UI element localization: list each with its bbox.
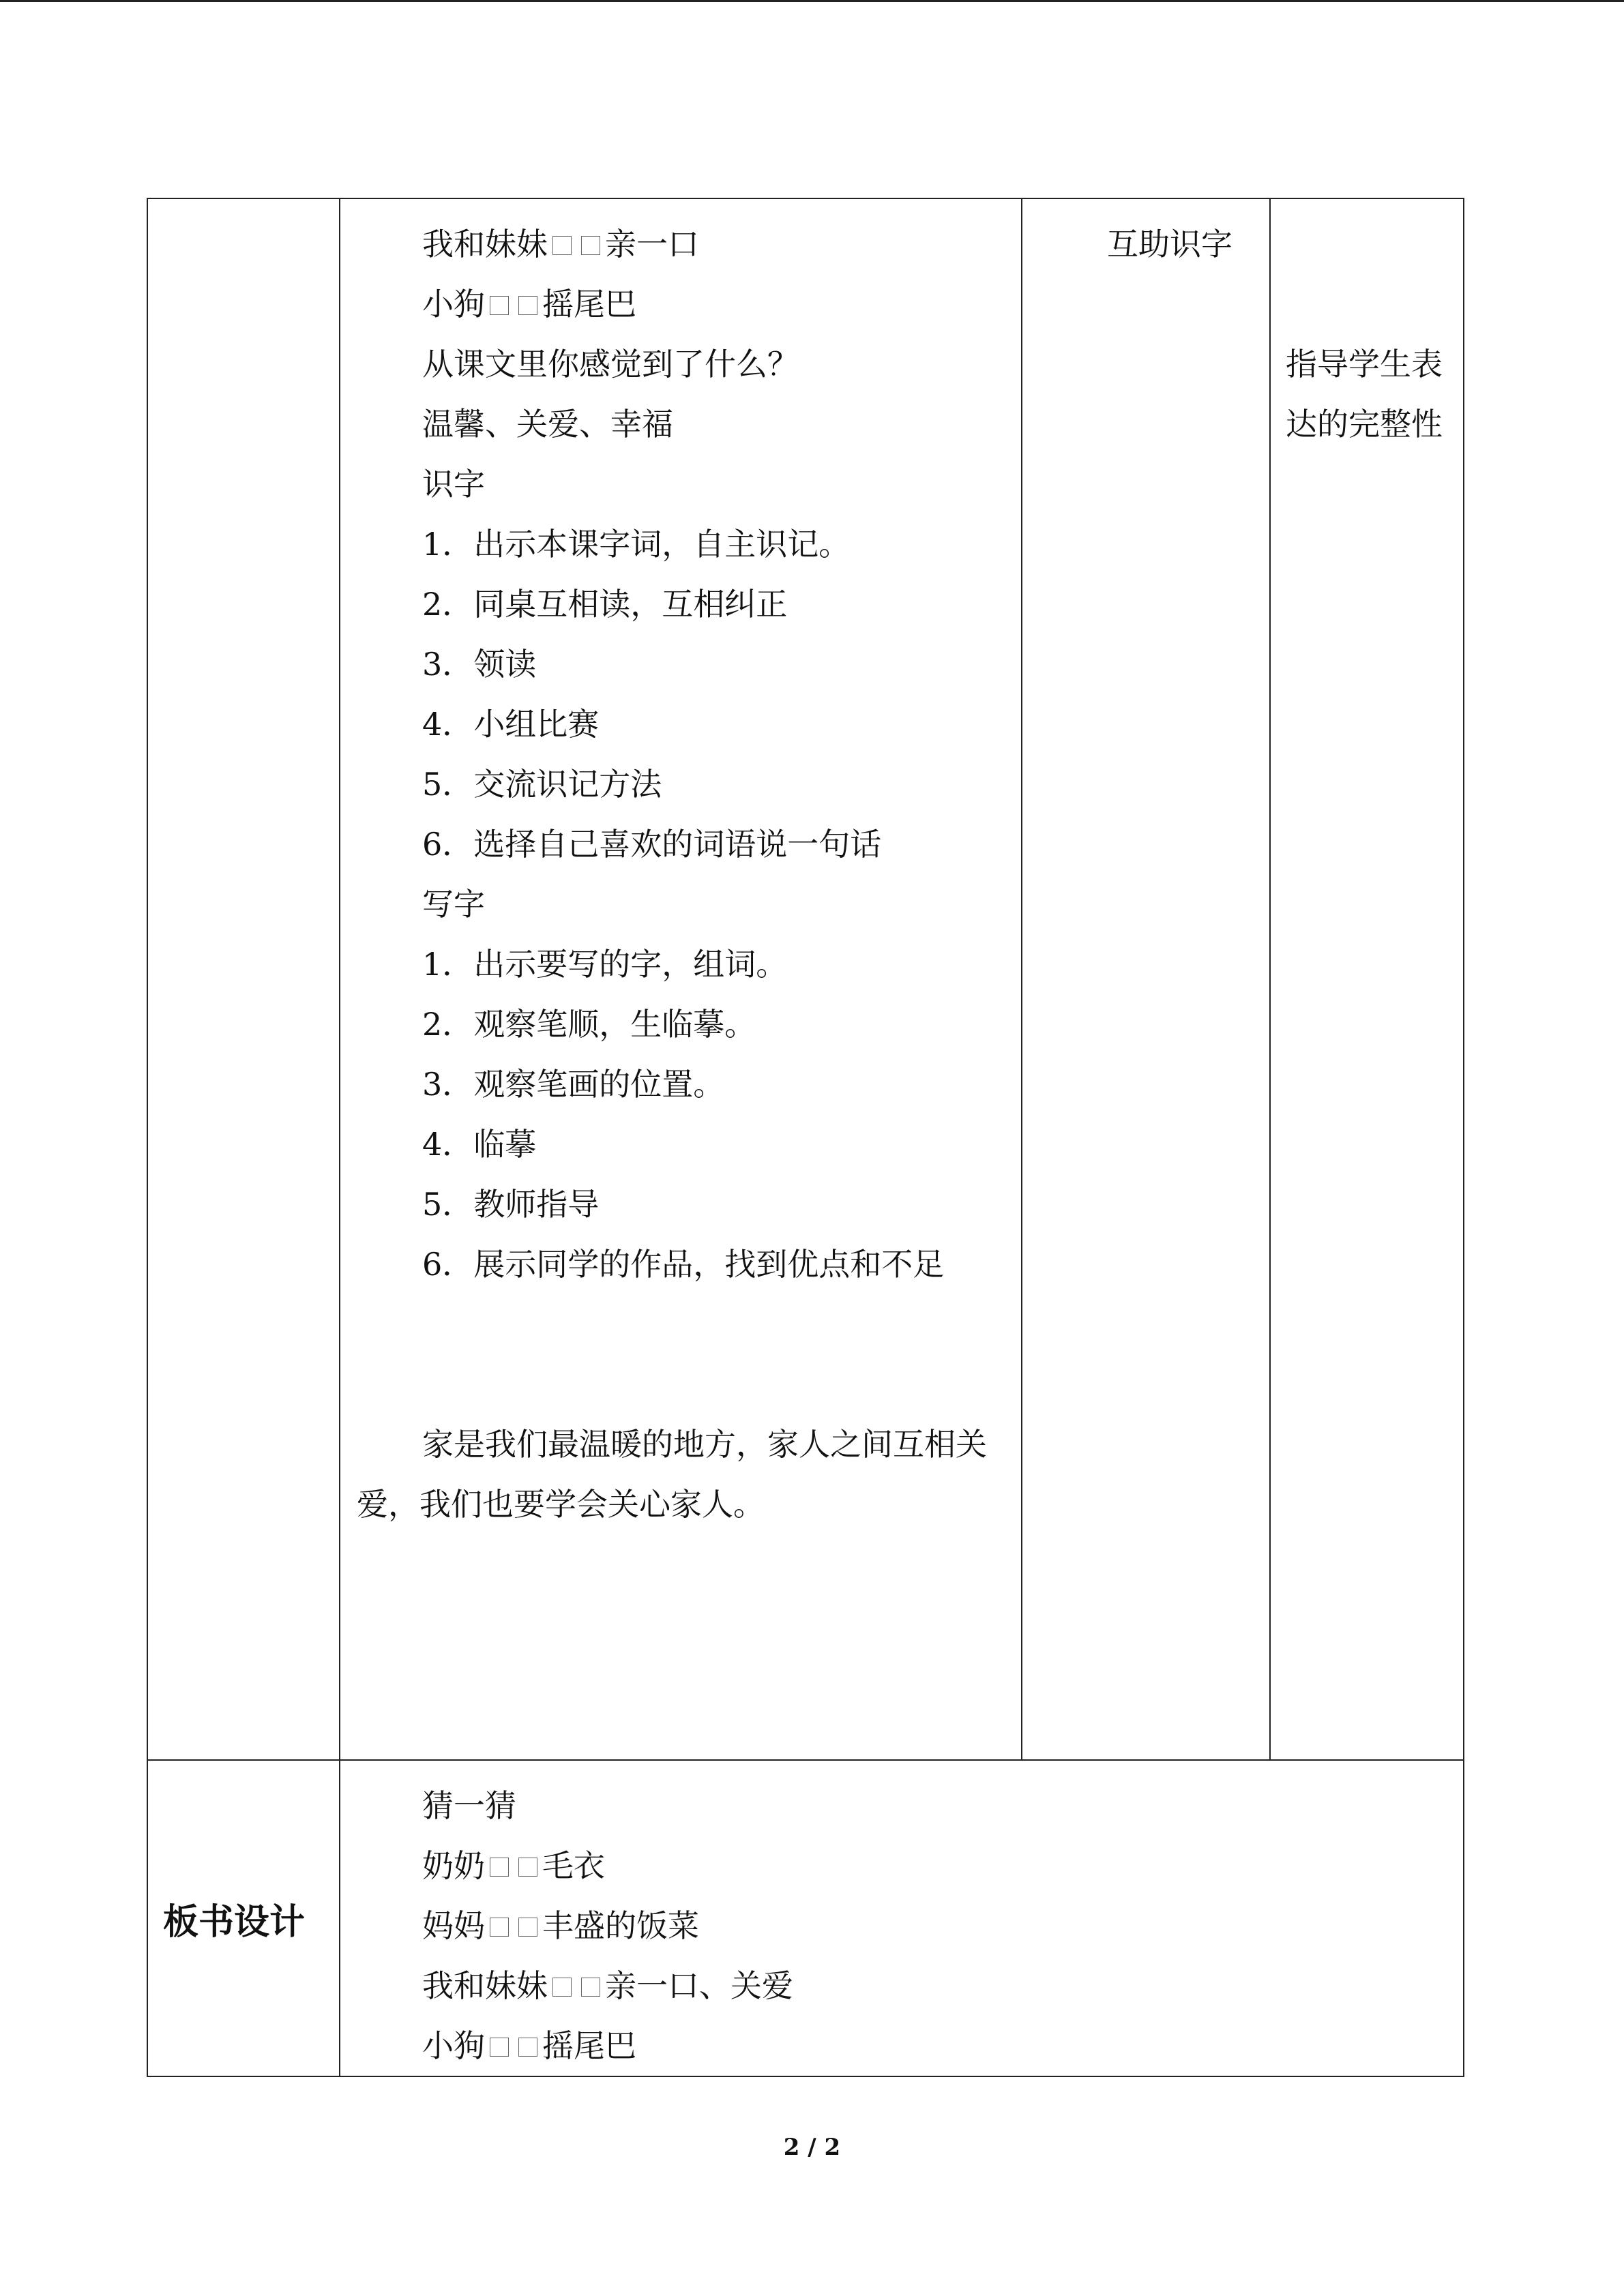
blank-box: [581, 236, 600, 255]
content-line: 从课文里你感觉到了什么？: [422, 346, 799, 383]
board-design-cell: [340, 1760, 1464, 2076]
page-number: 2 / 2: [783, 2134, 841, 2161]
blank-box: [518, 1858, 537, 1877]
student-activity-cell: [1022, 198, 1270, 1760]
content-line: 温馨、关爱、幸福: [422, 406, 673, 443]
content-line: 识字: [422, 466, 485, 503]
content-line: 5．交流识记方法: [422, 766, 662, 803]
blank-box: [490, 296, 509, 315]
blank-box: [518, 296, 537, 315]
blank-box: [490, 2038, 509, 2057]
content-line: 写字: [422, 886, 485, 923]
board-line: 猜一猜: [422, 1787, 516, 1824]
teaching-process-row: [147, 198, 1464, 1760]
content-line: 6．选择自己喜欢的词语说一句话: [422, 826, 882, 863]
content-line: 1．出示要写的字，组词。: [422, 946, 788, 983]
content-line: 2．观察笔顺，生临摹。: [422, 1006, 756, 1043]
blank-box: [490, 1918, 509, 1937]
content-line: 4．临摹: [422, 1126, 537, 1163]
blank-box: [518, 2038, 537, 2057]
board-design-row: [147, 1760, 1464, 2076]
lesson-plan-table: [147, 198, 1464, 2077]
content-line: 6．展示同学的作品，找到优点和不足: [422, 1246, 945, 1283]
blank-box: [552, 1978, 572, 1997]
summary-paragraph: 家是我们最温暖的地方，家人之间互相关爱，我们也要学会关心家人。: [357, 1426, 987, 1523]
board-line: 奶奶 毛衣: [422, 1847, 605, 1884]
blank-box: [518, 1918, 537, 1937]
content-line: 3．观察笔画的位置。: [422, 1066, 725, 1103]
blank-box: [490, 1858, 509, 1877]
section-label-cell: [147, 198, 340, 1760]
board-design-label: 板书设计: [163, 1901, 306, 1943]
blank-box: [552, 236, 572, 255]
board-design-label-cell: [147, 1760, 340, 2076]
content-line: 1．出示本课字词，自主识记。: [422, 526, 851, 563]
content-line: 我和妹妹 亲一口: [422, 226, 699, 263]
content-line: 2．同桌互相读，互相纠正: [422, 586, 788, 623]
student-activity-text: 互助识字: [1107, 226, 1232, 263]
design-intent-cell: [1270, 198, 1464, 1760]
blank-box: [581, 1978, 600, 1997]
content-line: 4．小组比赛: [422, 706, 600, 743]
design-intent-text: 指导学生表达的完整性: [1286, 346, 1443, 443]
board-line: 小狗 摇尾巴: [422, 2027, 636, 2064]
teaching-content-cell: [340, 198, 1022, 1760]
board-line: 我和妹妹 亲一口、关爱: [422, 1967, 793, 2004]
content-line: 5．教师指导: [422, 1186, 600, 1223]
content-line: 3．领读: [422, 646, 537, 683]
content-line: 小狗 摇尾巴: [422, 286, 636, 323]
board-line: 妈妈 丰盛的饭菜: [422, 1907, 699, 1944]
